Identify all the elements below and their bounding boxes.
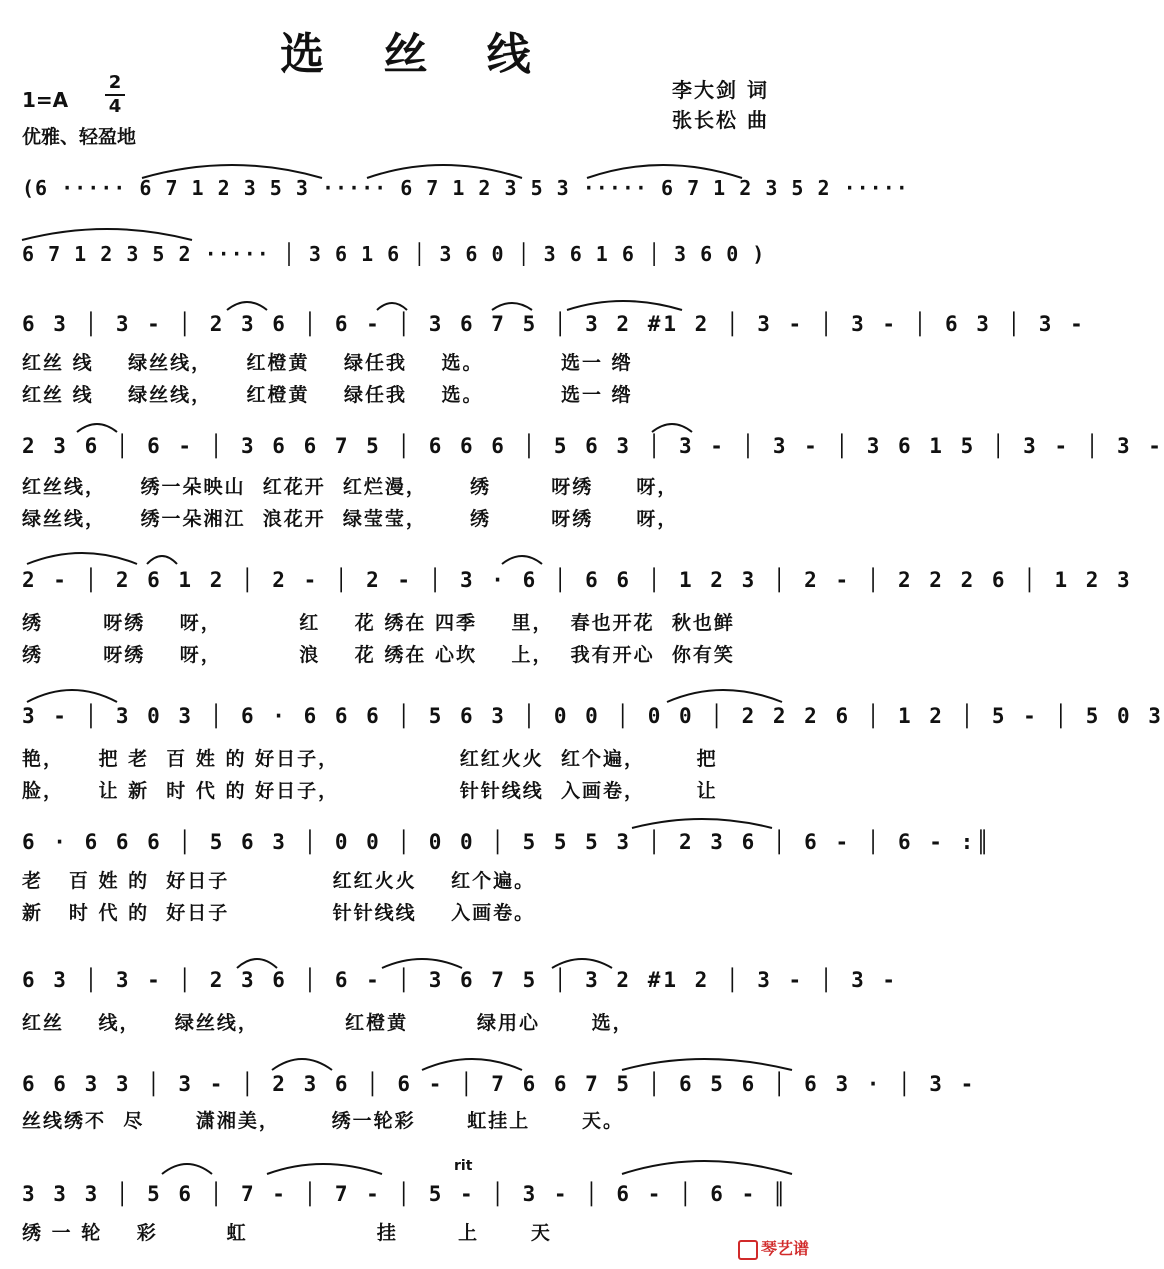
tempo-marking: 优雅、轻盈地: [22, 126, 137, 148]
brand-logo-icon: [738, 1240, 758, 1260]
system-2-lyric-2: 绿丝线， 绣一朵湘江 浪花开 绿莹莹， 绣 呀绣 呀，: [22, 508, 679, 530]
system-1-notes: 6 3 │ 3 - │ 2 3 6 │ 6 - │ 3 6 7 5 │ 3 2 #1 2 │ 3 - │ 3 - │ 6 3 │ 3 -: [22, 312, 1086, 336]
time-top: 2: [108, 72, 122, 93]
time-signature: [102, 72, 128, 118]
song-title: 选 丝 线: [280, 29, 553, 80]
system-5-lyric-2: 新 时 代 的 好日子 针针线线 入画卷。: [22, 902, 536, 924]
system-3-notes: 2 - │ 2 6 1 2 │ 2 - │ 2 - │ 3 · 6 │ 6 6 │ 1 2 3 │ 2 - │ 2 2 2 6 │ 1 2 3: [22, 568, 1133, 592]
system-5-notes: 6 · 6 6 6 │ 5 6 3 │ 0 0 │ 0 0 │ 5 5 5 3 │ 2 3 6 │ 6 - │ 6 - :║: [22, 830, 992, 854]
system-2-notes: 2 3 6 │ 6 - │ 3 6 6 7 5 │ 6 6 6 │ 5 6 3 │ 3 - │ 3 - │ 3 6 1 5 │ 3 - │ 3 -: [22, 434, 1164, 458]
prelude-notes-2: 6 7 1 2 3 5 2 ····· │ 3 6 1 6 │ 3 6 0 │ 3 6 1 6 │ 3 6 0 ): [22, 242, 766, 266]
system-3-lyric-2: 绣 呀绣 呀， 浪 花 绣在 心坎 上， 我有开心 你有笑: [22, 644, 735, 666]
system-8-notes: 3 3 3 │ 5 6 │ 7 - │ 7 - │ 5 - │ 3 - │ 6 - │ 6 - ║: [22, 1182, 789, 1206]
system-3-lyric-1: 绣 呀绣 呀， 红 花 绣在 四季 里， 春也开花 秋也鲜: [22, 612, 735, 634]
system-1-lyric-2: 红丝 线 绿丝线， 红橙黄 绿任我 选。 选一 绺: [22, 384, 633, 406]
system-4-lyric-1: 艳， 把 老 百 姓 的 好日子， 红红火火 红个遍， 把: [22, 748, 718, 770]
system-8-lyric-1: 绣 一 轮 彩 虹 挂 上 天: [22, 1222, 552, 1244]
system-4-lyric-2: 脸， 让 新 时 代 的 好日子， 针针线线 入画卷， 让: [22, 780, 718, 802]
key-signature: 1=A: [22, 88, 69, 112]
prelude-notes-1: (6 ····· 6 7 1 2 3 5 3 ····· 6 7 1 2 3 5 3 ····· 6 7 1 2 3 5 2 ·····: [22, 176, 909, 200]
lyricist-credit: 李大剑 词: [672, 78, 769, 102]
system-4-notes: 3 - │ 3 0 3 │ 6 · 6 6 6 │ 5 6 3 │ 0 0 │ 0 0 │ 2 2 2 6 │ 1 2 │ 5 - │ 5 0 3: [22, 704, 1164, 728]
system-1-lyric-1: 红丝 线 绿丝线， 红橙黄 绿任我 选。 选一 绺: [22, 352, 633, 374]
system-7-notes: 6 6 3 3 │ 3 - │ 2 3 6 │ 6 - │ 7 6 6 7 5 │ 6 5 6 │ 6 3 · │ 3 -: [22, 1072, 977, 1096]
watermark: [738, 1236, 809, 1260]
system-7-lyric-1: 丝线绣不 尽 潇湘美， 绣一轮彩 虹挂上 天。: [22, 1110, 624, 1132]
composer-credit: 张长松 曲: [672, 108, 769, 132]
time-bottom: 4: [108, 96, 122, 117]
watermark-text: 琴艺谱: [761, 1239, 810, 1258]
system-2-lyric-1: 红丝线， 绣一朵映山 红花开 红烂漫， 绣 呀绣 呀，: [22, 476, 679, 498]
system-6-lyric-1: 红丝 线， 绿丝线， 红橙黄 绿用心 选，: [22, 1012, 634, 1034]
rit-marking: rit: [454, 1158, 473, 1174]
system-5-lyric-1: 老 百 姓 的 好日子 红红火火 红个遍。: [22, 870, 536, 892]
system-6-notes: 6 3 │ 3 - │ 2 3 6 │ 6 - │ 3 6 7 5 │ 3 2 #1 2 │ 3 - │ 3 -: [22, 968, 899, 992]
